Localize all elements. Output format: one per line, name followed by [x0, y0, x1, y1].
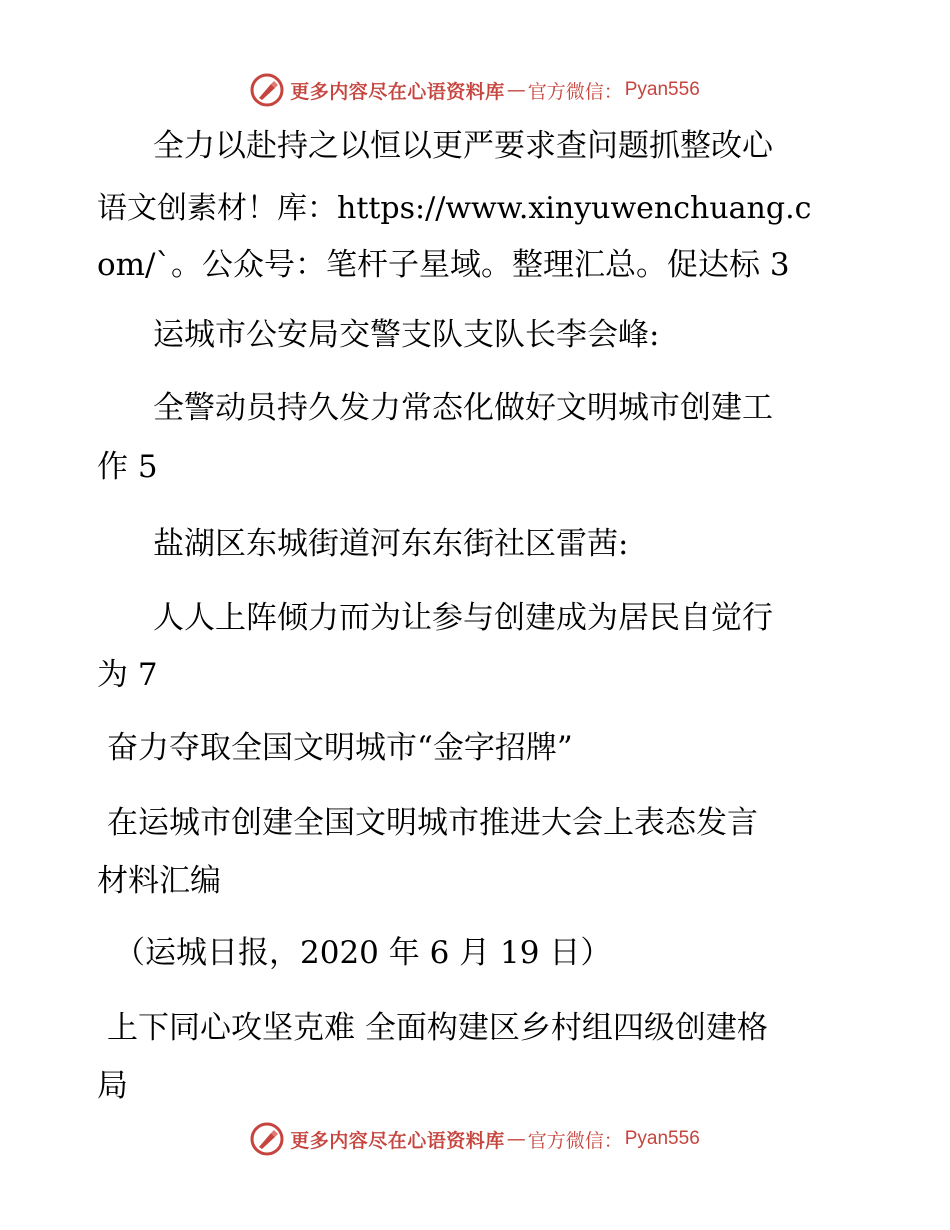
watermark-dash: —: [506, 1128, 526, 1150]
text-line-11: 在运城市创建全国文明城市推进大会上表态发言: [107, 805, 758, 841]
watermark-label: 官方微信：: [527, 1129, 623, 1152]
pen-nib-icon: [250, 1122, 284, 1156]
watermark-text: 更多内容尽在心语资料库: [290, 80, 505, 103]
watermark-account: Pyan556: [624, 79, 700, 100]
watermark-label: 官方微信：: [527, 80, 623, 103]
text-line-10: 奋力夺取全国文明城市“金字招牌”: [107, 730, 573, 766]
text-line-9: 为 7: [97, 657, 158, 693]
footer-watermark: [0, 1119, 950, 1159]
watermark-dash: —: [506, 79, 526, 101]
text-line-13: （运城日报，2020 年 6 月 19 日）: [114, 935, 612, 971]
watermark-account: Pyan556: [624, 1128, 700, 1149]
text-line-2: 语文创素材！库：https://www.xinyuwenchuang.c: [97, 191, 812, 226]
text-line-3: om/`。公众号：笔杆子星域。整理汇总。促达标 3: [97, 247, 790, 283]
text-line-8: 人人上阵倾力而为让参与创建成为居民自觉行: [153, 600, 773, 636]
text-line-14: 上下同心攻坚克难 全面构建区乡村组四级创建格: [107, 1010, 768, 1046]
text-line-7: 盐湖区东城街道河东东街社区雷茜:: [153, 526, 629, 562]
header-watermark: [0, 70, 950, 110]
text-line-1: 全力以赴持之以恒以更严要求查问题抓整改心: [153, 128, 773, 164]
pen-nib-icon: [250, 73, 284, 107]
text-line-12: 材料汇编: [97, 863, 221, 899]
text-line-15: 局: [97, 1068, 128, 1104]
watermark-text: 更多内容尽在心语资料库: [290, 1129, 505, 1152]
text-line-5: 全警动员持久发力常态化做好文明城市创建工: [153, 390, 773, 426]
text-line-6: 作 5: [97, 449, 158, 485]
text-line-4: 运城市公安局交警支队支队长李会峰:: [153, 317, 660, 353]
